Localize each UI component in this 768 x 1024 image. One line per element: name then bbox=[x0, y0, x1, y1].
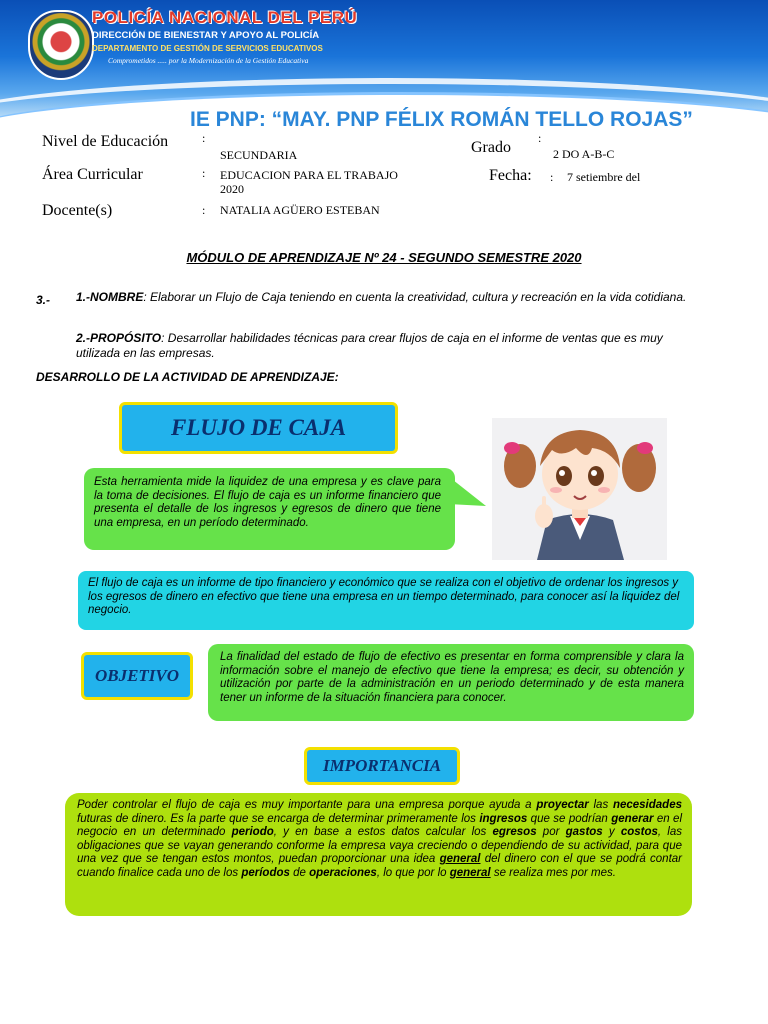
section-number: 3.- bbox=[36, 293, 51, 307]
department-line-1: DIRECCIÓN DE BIENESTAR Y APOYO AL POLICÍA bbox=[92, 30, 320, 41]
text-run: se realiza mes por mes. bbox=[490, 866, 616, 879]
keyword: costos bbox=[620, 826, 658, 838]
keyword: períodos bbox=[241, 866, 290, 879]
nivel-value: SECUNDARIA bbox=[220, 148, 298, 162]
colon: : bbox=[538, 131, 542, 145]
girl-cartoon-icon bbox=[492, 418, 667, 560]
keyword-underlined: general bbox=[449, 866, 491, 879]
module-title: MÓDULO DE APRENDIZAJE Nº 24 - SEGUNDO SEMESTRE 2020 bbox=[186, 250, 582, 265]
keyword: operaciones bbox=[309, 866, 377, 879]
definition-box bbox=[78, 571, 694, 630]
keyword: periodo bbox=[231, 826, 274, 838]
objetivo-box bbox=[208, 644, 694, 721]
motto: Comprometidos ..... por la Modernización de la Gestión Educativa bbox=[108, 56, 309, 65]
text-run: que se podrían bbox=[527, 812, 612, 825]
text-run: , lo que por lo bbox=[376, 866, 450, 879]
proposito-paragraph bbox=[76, 331, 706, 361]
text-run: por bbox=[536, 826, 566, 838]
police-shield-logo bbox=[28, 10, 94, 80]
speech-text: Esta herramienta mide la liquidez de una empresa y es clave para la toma de decisiones. El flujo de caja es un informe financiero que presenta el detalle de los ingresos y egresos de dinero que tiene una empresa, en un período determinado. bbox=[94, 476, 441, 529]
keyword: generar bbox=[611, 812, 654, 825]
keyword-underlined: general bbox=[439, 853, 481, 865]
keyword: egresos bbox=[492, 826, 537, 838]
keyword: gastos bbox=[565, 826, 603, 838]
area-label: Área Curricular bbox=[42, 166, 143, 183]
speech-bubble-tail bbox=[448, 476, 488, 512]
text-run: del dinero con el que se podrá contar cuando finalice cada uno de los bbox=[77, 853, 682, 879]
importancia-text bbox=[77, 799, 682, 880]
org-name: POLICÍA NACIONAL DEL PERÚ bbox=[92, 8, 358, 27]
text-run: futuras de dinero. Es la parte que se encarga de determinar primeramente los bbox=[77, 812, 480, 825]
nombre-label: 1.-NOMBRE bbox=[76, 290, 144, 304]
importancia-title: IMPORTANCIA bbox=[322, 756, 442, 775]
proposito-label: 2.-PROPÓSITO bbox=[76, 331, 162, 345]
colon: : bbox=[202, 166, 206, 180]
docente-label: Docente(s) bbox=[42, 202, 113, 219]
text-run: Poder controlar el flujo de caja es muy importante para una empresa porque ayuda a bbox=[77, 799, 537, 811]
grado-value: 2 DO A-B-C bbox=[553, 147, 615, 161]
nombre-paragraph bbox=[58, 290, 703, 305]
importancia-box bbox=[65, 793, 692, 916]
nombre-text: : Elaborar un Flujo de Caja teniendo en cuenta la creatividad, cultura y recreación en la vida cotidiana. bbox=[143, 290, 687, 304]
desarrollo-heading: DESARROLLO DE LA ACTIVIDAD DE APRENDIZAJE: bbox=[36, 370, 339, 384]
fecha-label: Fecha: bbox=[489, 167, 532, 184]
fecha-value: 7 setiembre del bbox=[567, 170, 641, 184]
flujo-title-box bbox=[119, 402, 398, 454]
colon: : bbox=[202, 131, 206, 145]
nivel-label: Nivel de Educación bbox=[42, 133, 169, 150]
objetivo-title: OBJETIVO bbox=[94, 666, 180, 685]
text-run: las bbox=[588, 799, 613, 811]
grado-label: Grado bbox=[471, 139, 511, 156]
docente-value: NATALIA AGÜERO ESTEBAN bbox=[220, 203, 380, 217]
text-run: de bbox=[289, 866, 310, 879]
proposito-text: : Desarrollar habilidades técnicas para crear flujos de caja en el informe de ventas que es muy utilizada en las empresas. bbox=[76, 331, 663, 360]
definition-text: El flujo de caja es un informe de tipo financiero y económico que se realiza con el objetivo de ordenar los ingresos y los egresos de dinero en efectivo que tiene una empresa en un tiempo determinado, para conocer así la liquidez del negocio. bbox=[88, 577, 680, 616]
keyword: ingresos bbox=[479, 812, 528, 825]
text-run: , las obligaciones que se vayan generando conforme la empresa vaya creciendo o dependiendo de su actividad, para que una vez que se tengan estos montos, puedan proporcionar una idea bbox=[77, 826, 683, 865]
objetivo-title-box bbox=[81, 652, 193, 700]
area-value: EDUCACION PARA EL TRABAJO bbox=[220, 168, 398, 182]
text-run: , y en base a estos datos calcular los bbox=[273, 826, 493, 838]
colon: : bbox=[550, 170, 554, 184]
text-run: y bbox=[602, 826, 621, 838]
importancia-title-box bbox=[304, 747, 460, 785]
department-line-2: DEPARTAMENTO DE GESTIÓN DE SERVICIOS EDUCATIVOS bbox=[92, 44, 323, 53]
keyword: necesidades bbox=[612, 799, 682, 811]
girl-illustration bbox=[492, 418, 667, 560]
keyword: proyectar bbox=[536, 799, 589, 811]
school-title: IE PNP: “MAY. PNP FÉLIX ROMÁN TELLO ROJAS” bbox=[190, 108, 693, 131]
speech-bubble bbox=[84, 468, 455, 550]
text-run: en el negocio en un determinado bbox=[77, 812, 682, 838]
flujo-title: FLUJO DE CAJA bbox=[170, 415, 347, 440]
objetivo-text: La finalidad del estado de flujo de efectivo es presentar en forma comprensible y clara la información sobre el manejo de efectivo que tiene la empresa; es decir, su obtención y utilización por parte de la administración en un periodo determinado y de esta manera tener un informe de la situación financiera para conocer. bbox=[220, 651, 684, 704]
colon: : bbox=[202, 203, 206, 217]
area-value-year: 2020 bbox=[220, 182, 244, 196]
